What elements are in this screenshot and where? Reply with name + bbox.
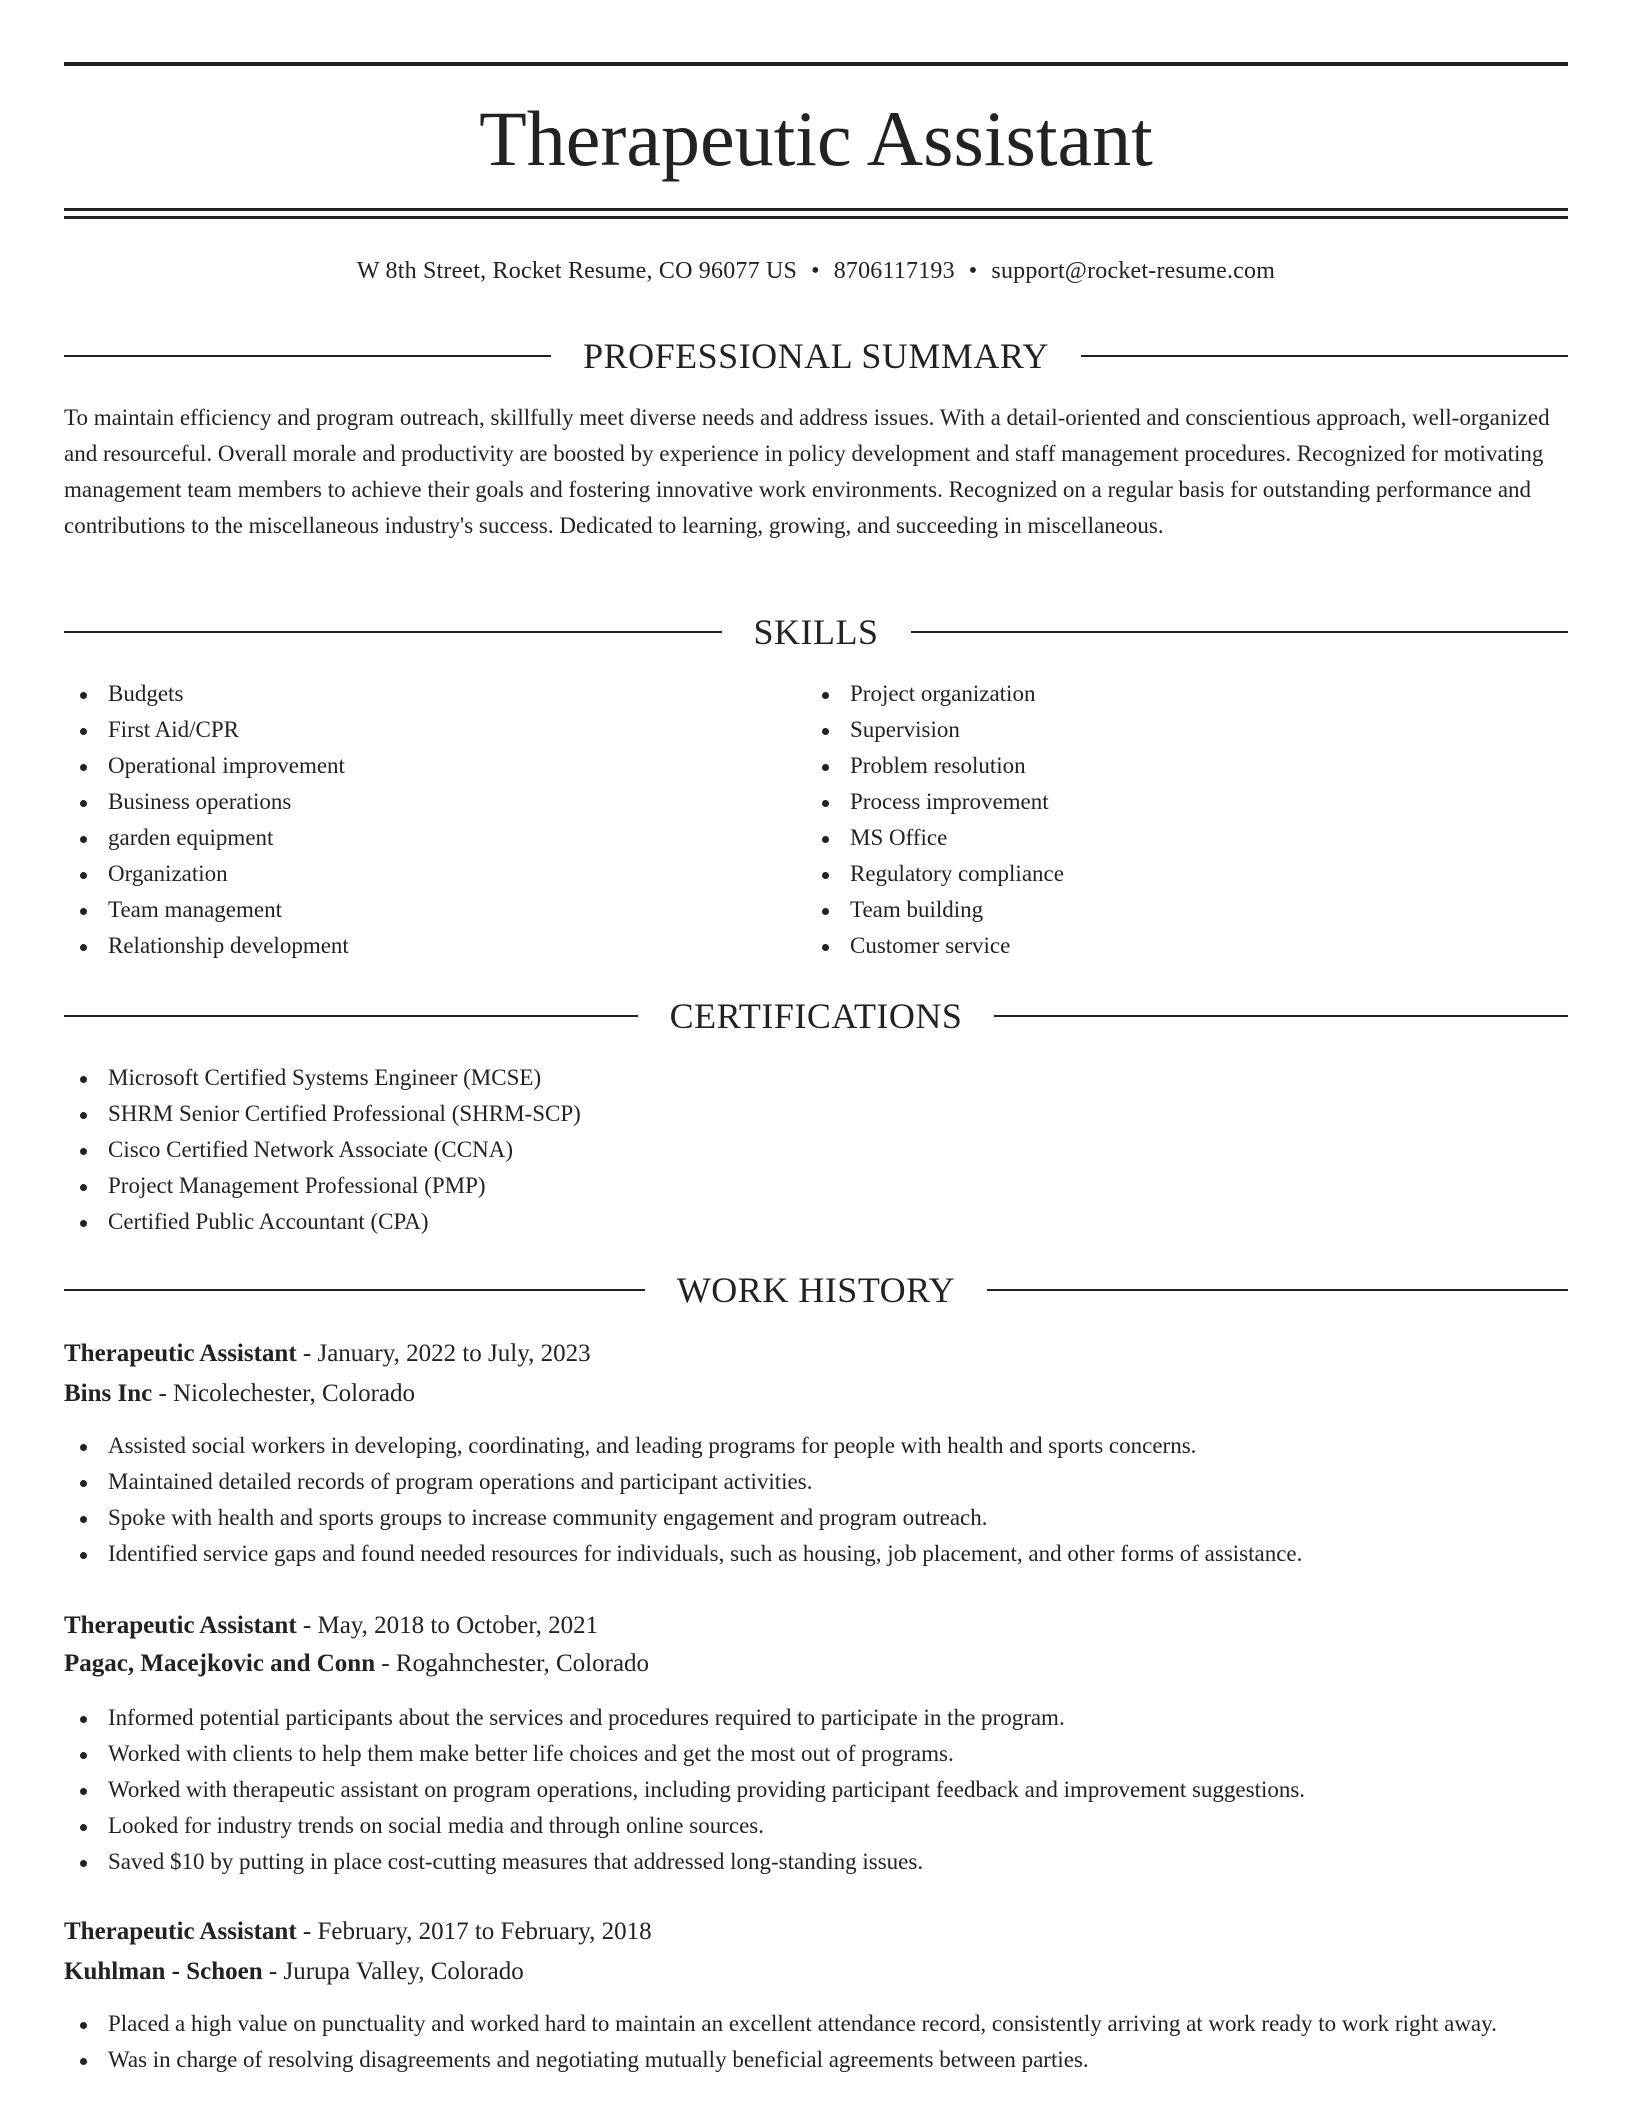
skill-item: Regulatory compliance [806, 856, 1506, 892]
job-duty: Placed a high value on punctuality and worked hard to maintain an excellent attendance record, consistently arriving at work ready to work right away. [64, 2006, 1568, 2042]
skills-heading-label: SKILLS [753, 612, 879, 652]
certifications-heading-label: CERTIFICATIONS [669, 996, 963, 1036]
skill-item: MS Office [806, 820, 1506, 856]
job-location: - Nicolechester, Colorado [152, 1380, 416, 1407]
certification-item: Certified Public Accountant (CPA) [64, 1204, 1568, 1240]
job-duty: Looked for industry trends on social media and through online sources. [64, 1808, 1568, 1844]
job-title: Therapeutic Assistant [64, 1612, 297, 1639]
summary-text: To maintain efficiency and program outreach, skillfully meet diverse needs and address issues. With a detail-oriented and conscientious approach, well-organized and resourceful. Overall morale and productivity are boosted by experience in policy development and staff management procedures. Recognized for motivating management team members to achieve their goals and fostering innovative work environments. Recognized on a regular basis for outstanding performance and contributions to the miscellaneous industry's success. Dedicated to learning, growing, and succeeding in miscellaneous. [64, 405, 1550, 538]
job-duty: Saved $10 by putting in place cost-cutting measures that addressed long-standing issues. [64, 1844, 1568, 1880]
job-title: Therapeutic Assistant [64, 1340, 297, 1367]
job-title-line [64, 1336, 1568, 1372]
job-title-line [64, 1914, 1568, 1950]
skill-item: Business operations [64, 784, 764, 820]
skill-item: Supervision [806, 712, 1506, 748]
summary-heading [64, 336, 1568, 376]
job-duty: Maintained detailed records of program operations and participant activities. [64, 1464, 1568, 1500]
job-company-line [64, 1376, 1568, 1412]
contact-phone: 8706117193 [833, 258, 955, 284]
job-duty: Was in charge of resolving disagreements and negotiating mutually beneficial agreements between parties. [64, 2042, 1568, 2078]
job-title-line [64, 1608, 1568, 1644]
certifications-heading [64, 996, 1568, 1036]
skill-item: Team building [806, 892, 1506, 928]
skill-item: garden equipment [64, 820, 764, 856]
job-title: Therapeutic Assistant [64, 1918, 297, 1945]
job-duties-list [64, 2006, 1568, 2078]
summary-heading-label: PROFESSIONAL SUMMARY [583, 336, 1049, 376]
job-location: - Jurupa Valley, Colorado [262, 1958, 524, 1985]
job-duty: Identified service gaps and found needed resources for individuals, such as housing, job placement, and other forms of assistance. [64, 1536, 1568, 1572]
contact-address: W 8th Street, Rocket Resume, CO 96077 US [356, 258, 798, 284]
title-rule-upper [64, 208, 1568, 211]
job-company: Pagac, Macejkovic and Conn [64, 1650, 376, 1677]
skill-item: Relationship development [64, 928, 764, 964]
job-dates: - January, 2022 to July, 2023 [296, 1340, 591, 1367]
skill-item: Process improvement [806, 784, 1506, 820]
contact-separator: • [968, 258, 978, 284]
skills-list-left [64, 676, 764, 964]
job-dates: - February, 2017 to February, 2018 [296, 1918, 652, 1945]
certification-item: Project Management Professional (PMP) [64, 1168, 1568, 1204]
contact-line [64, 254, 1568, 288]
skills-heading [64, 612, 1568, 652]
resume-title: Therapeutic Assistant [479, 95, 1153, 182]
certification-item: SHRM Senior Certified Professional (SHRM-SCP) [64, 1096, 1568, 1132]
job-duty: Spoke with health and sports groups to increase community engagement and program outreach. [64, 1500, 1568, 1536]
work-history-heading-label: WORK HISTORY [676, 1270, 956, 1310]
job-dates: - May, 2018 to October, 2021 [296, 1612, 599, 1639]
skill-item: Organization [64, 856, 764, 892]
certification-item: Microsoft Certified Systems Engineer (MCSE) [64, 1060, 1568, 1096]
contact-email: support@rocket-resume.com [991, 258, 1276, 284]
skills-list-right [806, 676, 1506, 964]
skill-item: Project organization [806, 676, 1506, 712]
skill-item: Customer service [806, 928, 1506, 964]
job-duties-list [64, 1428, 1568, 1572]
certifications-list [64, 1060, 1568, 1240]
skill-item: Operational improvement [64, 748, 764, 784]
job-company-line [64, 1646, 1568, 1682]
job-duty: Worked with clients to help them make better life choices and get the most out of programs. [64, 1736, 1568, 1772]
top-rule [64, 62, 1568, 66]
job-duties-list [64, 1700, 1568, 1880]
job-duty: Assisted social workers in developing, coordinating, and leading programs for people with health and sports concerns. [64, 1428, 1568, 1464]
work-history-heading [64, 1270, 1568, 1310]
skill-item: Problem resolution [806, 748, 1506, 784]
title-rule-lower [64, 216, 1568, 219]
job-location: - Rogahnchester, Colorado [375, 1650, 650, 1677]
skill-item: Team management [64, 892, 764, 928]
job-duty: Informed potential participants about the services and procedures required to participate in the program. [64, 1700, 1568, 1736]
certification-item: Cisco Certified Network Associate (CCNA) [64, 1132, 1568, 1168]
job-company: Bins Inc [64, 1380, 153, 1407]
contact-separator: • [811, 258, 820, 284]
skill-item: First Aid/CPR [64, 712, 764, 748]
job-duty: Worked with therapeutic assistant on program operations, including providing participant feedback and improvement suggestions. [64, 1772, 1568, 1808]
skill-item: Budgets [64, 676, 764, 712]
job-company: Kuhlman - Schoen [64, 1958, 263, 1985]
job-company-line [64, 1954, 1568, 1990]
